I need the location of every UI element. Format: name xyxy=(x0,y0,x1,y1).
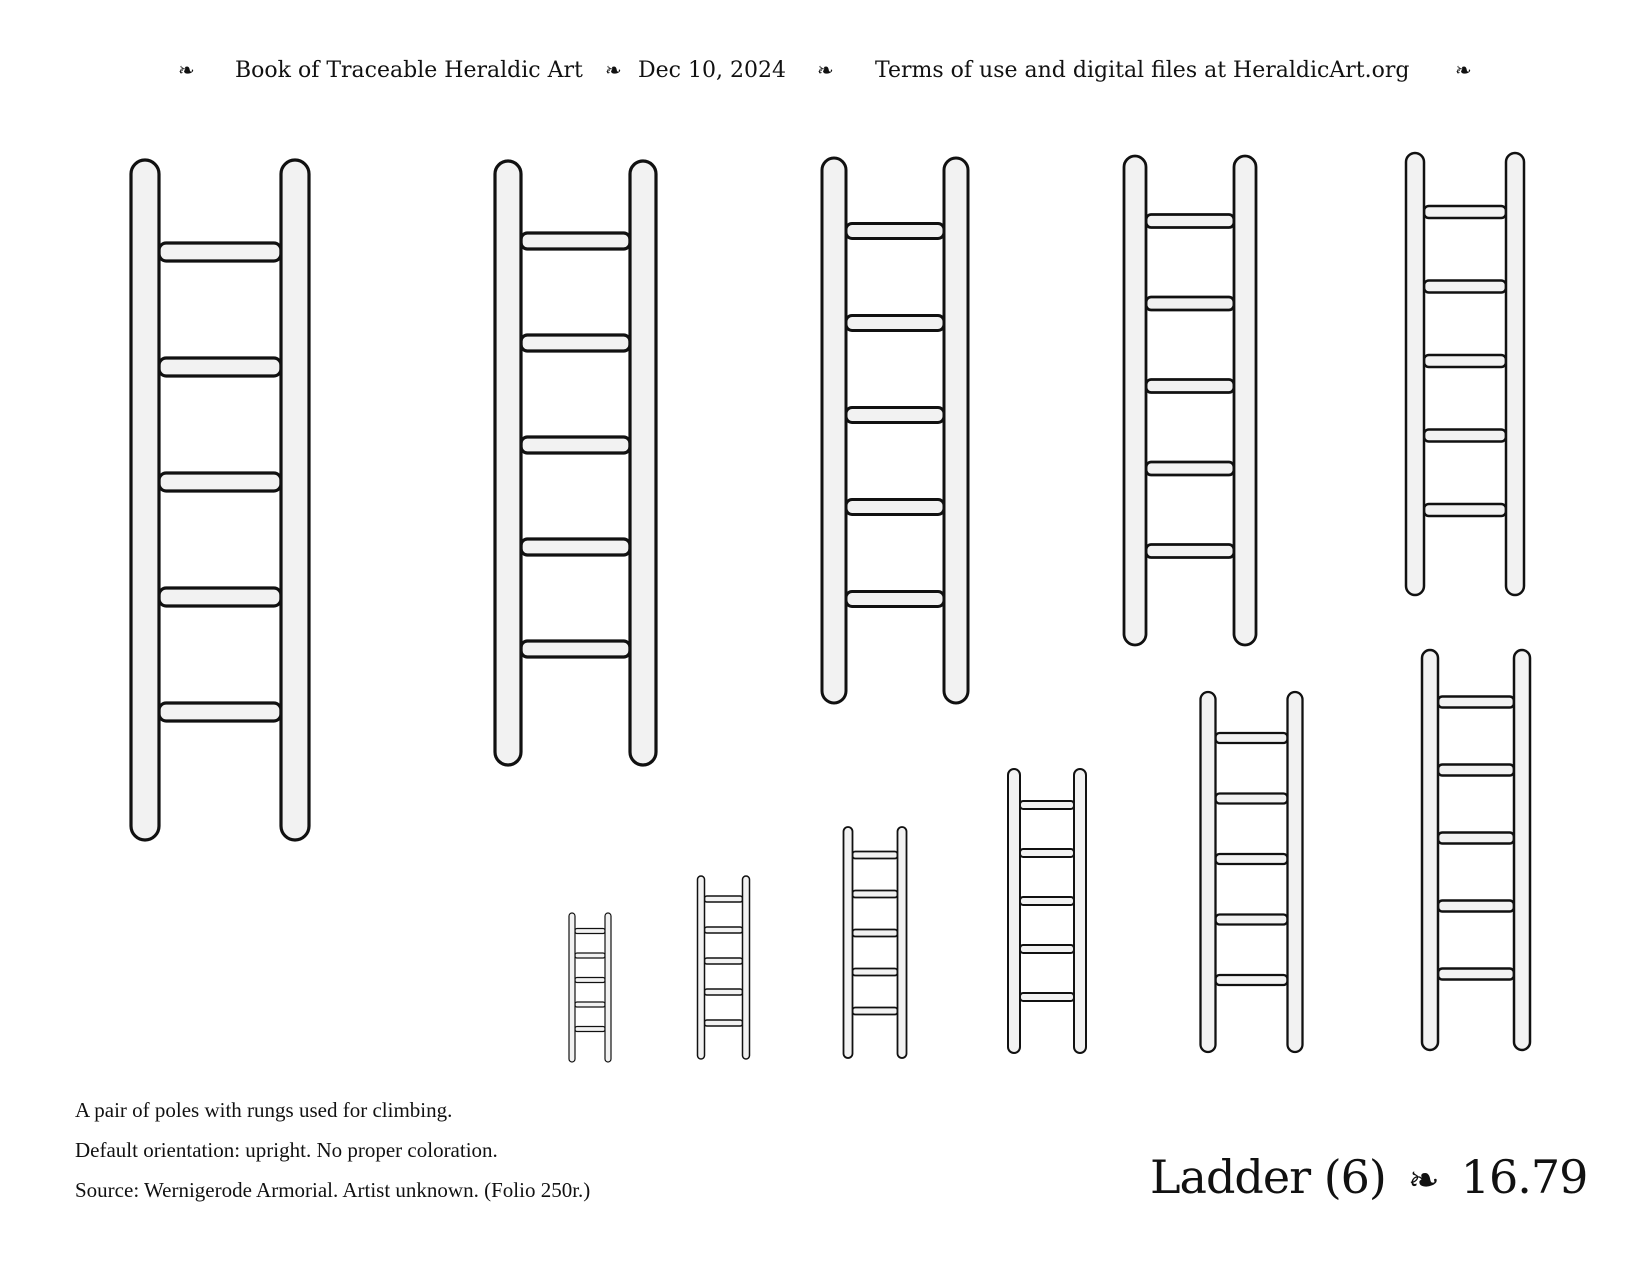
ladder-rung xyxy=(846,224,944,239)
ladder-10 xyxy=(698,876,750,1059)
ladder-rung xyxy=(1438,765,1514,776)
ladder-2 xyxy=(495,161,656,765)
ladder-rung xyxy=(1020,849,1074,857)
ladder-rung xyxy=(1438,969,1514,980)
ladder-right-pole xyxy=(1514,650,1530,1050)
ladder-9 xyxy=(844,827,907,1058)
ladder-right-pole xyxy=(944,158,968,703)
plate-title xyxy=(1150,1150,1587,1204)
ladder-rung xyxy=(1146,545,1234,558)
ladder-right-pole xyxy=(1506,153,1524,595)
ladder-rung xyxy=(1424,281,1506,293)
ladder-5 xyxy=(1406,153,1524,595)
ladder-right-pole xyxy=(1288,692,1303,1052)
ornament-icon: ❧ xyxy=(817,58,834,82)
ladder-left-pole xyxy=(1406,153,1424,595)
ladder-rung xyxy=(1438,833,1514,844)
ladder-rung xyxy=(159,703,281,721)
ladder-rung xyxy=(575,953,605,958)
ladder-rung xyxy=(1424,504,1506,516)
ladder-rung xyxy=(705,989,743,995)
ladder-rung xyxy=(521,539,630,555)
ladder-rung xyxy=(846,592,944,607)
ladder-rung xyxy=(575,929,605,934)
ladder-rung xyxy=(705,958,743,964)
ornament-icon: ❧ xyxy=(605,58,622,82)
ladder-rung xyxy=(853,1008,898,1015)
ladder-right-pole xyxy=(743,876,750,1059)
plate-name: Ladder (6) xyxy=(1150,1150,1386,1204)
ladder-rung xyxy=(521,437,630,453)
ladder-right-pole xyxy=(605,913,611,1062)
ladder-rung xyxy=(575,1027,605,1032)
ladder-rung xyxy=(846,316,944,331)
ladder-11 xyxy=(569,913,611,1062)
ladder-rung xyxy=(1216,915,1288,925)
ladder-1 xyxy=(131,160,309,840)
ladder-rung xyxy=(1424,355,1506,367)
ladder-rung xyxy=(846,500,944,515)
ladder-rung xyxy=(1146,297,1234,310)
ladder-right-pole xyxy=(898,827,907,1058)
ornament-icon: ❧ xyxy=(1407,1158,1439,1202)
ladder-rung xyxy=(1020,897,1074,905)
ladder-rung xyxy=(521,335,630,351)
ladder-rung xyxy=(1020,801,1074,809)
plate-number: 16.79 xyxy=(1460,1150,1588,1204)
ladder-right-pole xyxy=(1074,769,1086,1053)
ladder-rung xyxy=(705,927,743,933)
ladder-rung xyxy=(705,1020,743,1026)
ladder-rung xyxy=(521,233,630,249)
ladder-rung xyxy=(1216,733,1288,743)
ladder-rung xyxy=(1424,430,1506,442)
ladder-rung xyxy=(853,969,898,976)
ladder-rung xyxy=(159,358,281,376)
ladder-rung xyxy=(705,896,743,902)
book-title: Book of Traceable Heraldic Art xyxy=(235,58,583,83)
ladder-left-pole xyxy=(1201,692,1216,1052)
ladder-rung xyxy=(521,641,630,657)
ladder-rung xyxy=(1216,794,1288,804)
ladder-rung xyxy=(1438,697,1514,708)
ladder-left-pole xyxy=(1008,769,1020,1053)
ladder-rung xyxy=(159,588,281,606)
ladder-right-pole xyxy=(630,161,656,765)
ladder-rung xyxy=(1424,206,1506,218)
ladder-3 xyxy=(822,158,968,703)
ladder-rung xyxy=(846,408,944,423)
ladder-rung xyxy=(853,852,898,859)
description-line-3: Source: Wernigerode Armorial. Artist unknown. (Folio 250r.) xyxy=(75,1178,591,1202)
ladder-rung xyxy=(853,930,898,937)
header-date: Dec 10, 2024 xyxy=(638,58,786,83)
ladder-left-pole xyxy=(1124,156,1146,645)
ladder-rung xyxy=(853,891,898,898)
ladder-7 xyxy=(1201,692,1303,1052)
ladder-4 xyxy=(1124,156,1256,645)
description-line-1: A pair of poles with rungs used for climbing. xyxy=(75,1098,453,1122)
ladder-rung xyxy=(1216,854,1288,864)
ladder-left-pole xyxy=(131,160,159,840)
ornament-icon: ❧ xyxy=(1455,58,1472,82)
terms-link[interactable]: Terms of use and digital files at HeraldicArt.org xyxy=(875,58,1410,83)
ladder-rung xyxy=(575,978,605,983)
ladder-left-pole xyxy=(822,158,846,703)
ladder-rung xyxy=(159,473,281,491)
ladder-left-pole xyxy=(495,161,521,765)
ladder-rung xyxy=(1020,945,1074,953)
ladder-rung xyxy=(575,1002,605,1007)
ladder-left-pole xyxy=(1422,650,1438,1050)
ornament-icon: ❧ xyxy=(178,58,195,82)
ladder-left-pole xyxy=(569,913,575,1062)
ladder-rung xyxy=(1146,215,1234,228)
ladder-rung xyxy=(1438,901,1514,912)
ladder-rung xyxy=(1020,993,1074,1001)
ladder-right-pole xyxy=(1234,156,1256,645)
ladder-rung xyxy=(1216,975,1288,985)
description-line-2: Default orientation: upright. No proper coloration. xyxy=(75,1138,498,1162)
ladder-8 xyxy=(1008,769,1086,1053)
ladder-right-pole xyxy=(281,160,309,840)
ladder-6 xyxy=(1422,650,1530,1050)
ladder-left-pole xyxy=(698,876,705,1059)
ladder-rung xyxy=(1146,462,1234,475)
ladder-left-pole xyxy=(844,827,853,1058)
ladder-rung xyxy=(159,243,281,261)
ladder-rung xyxy=(1146,380,1234,393)
